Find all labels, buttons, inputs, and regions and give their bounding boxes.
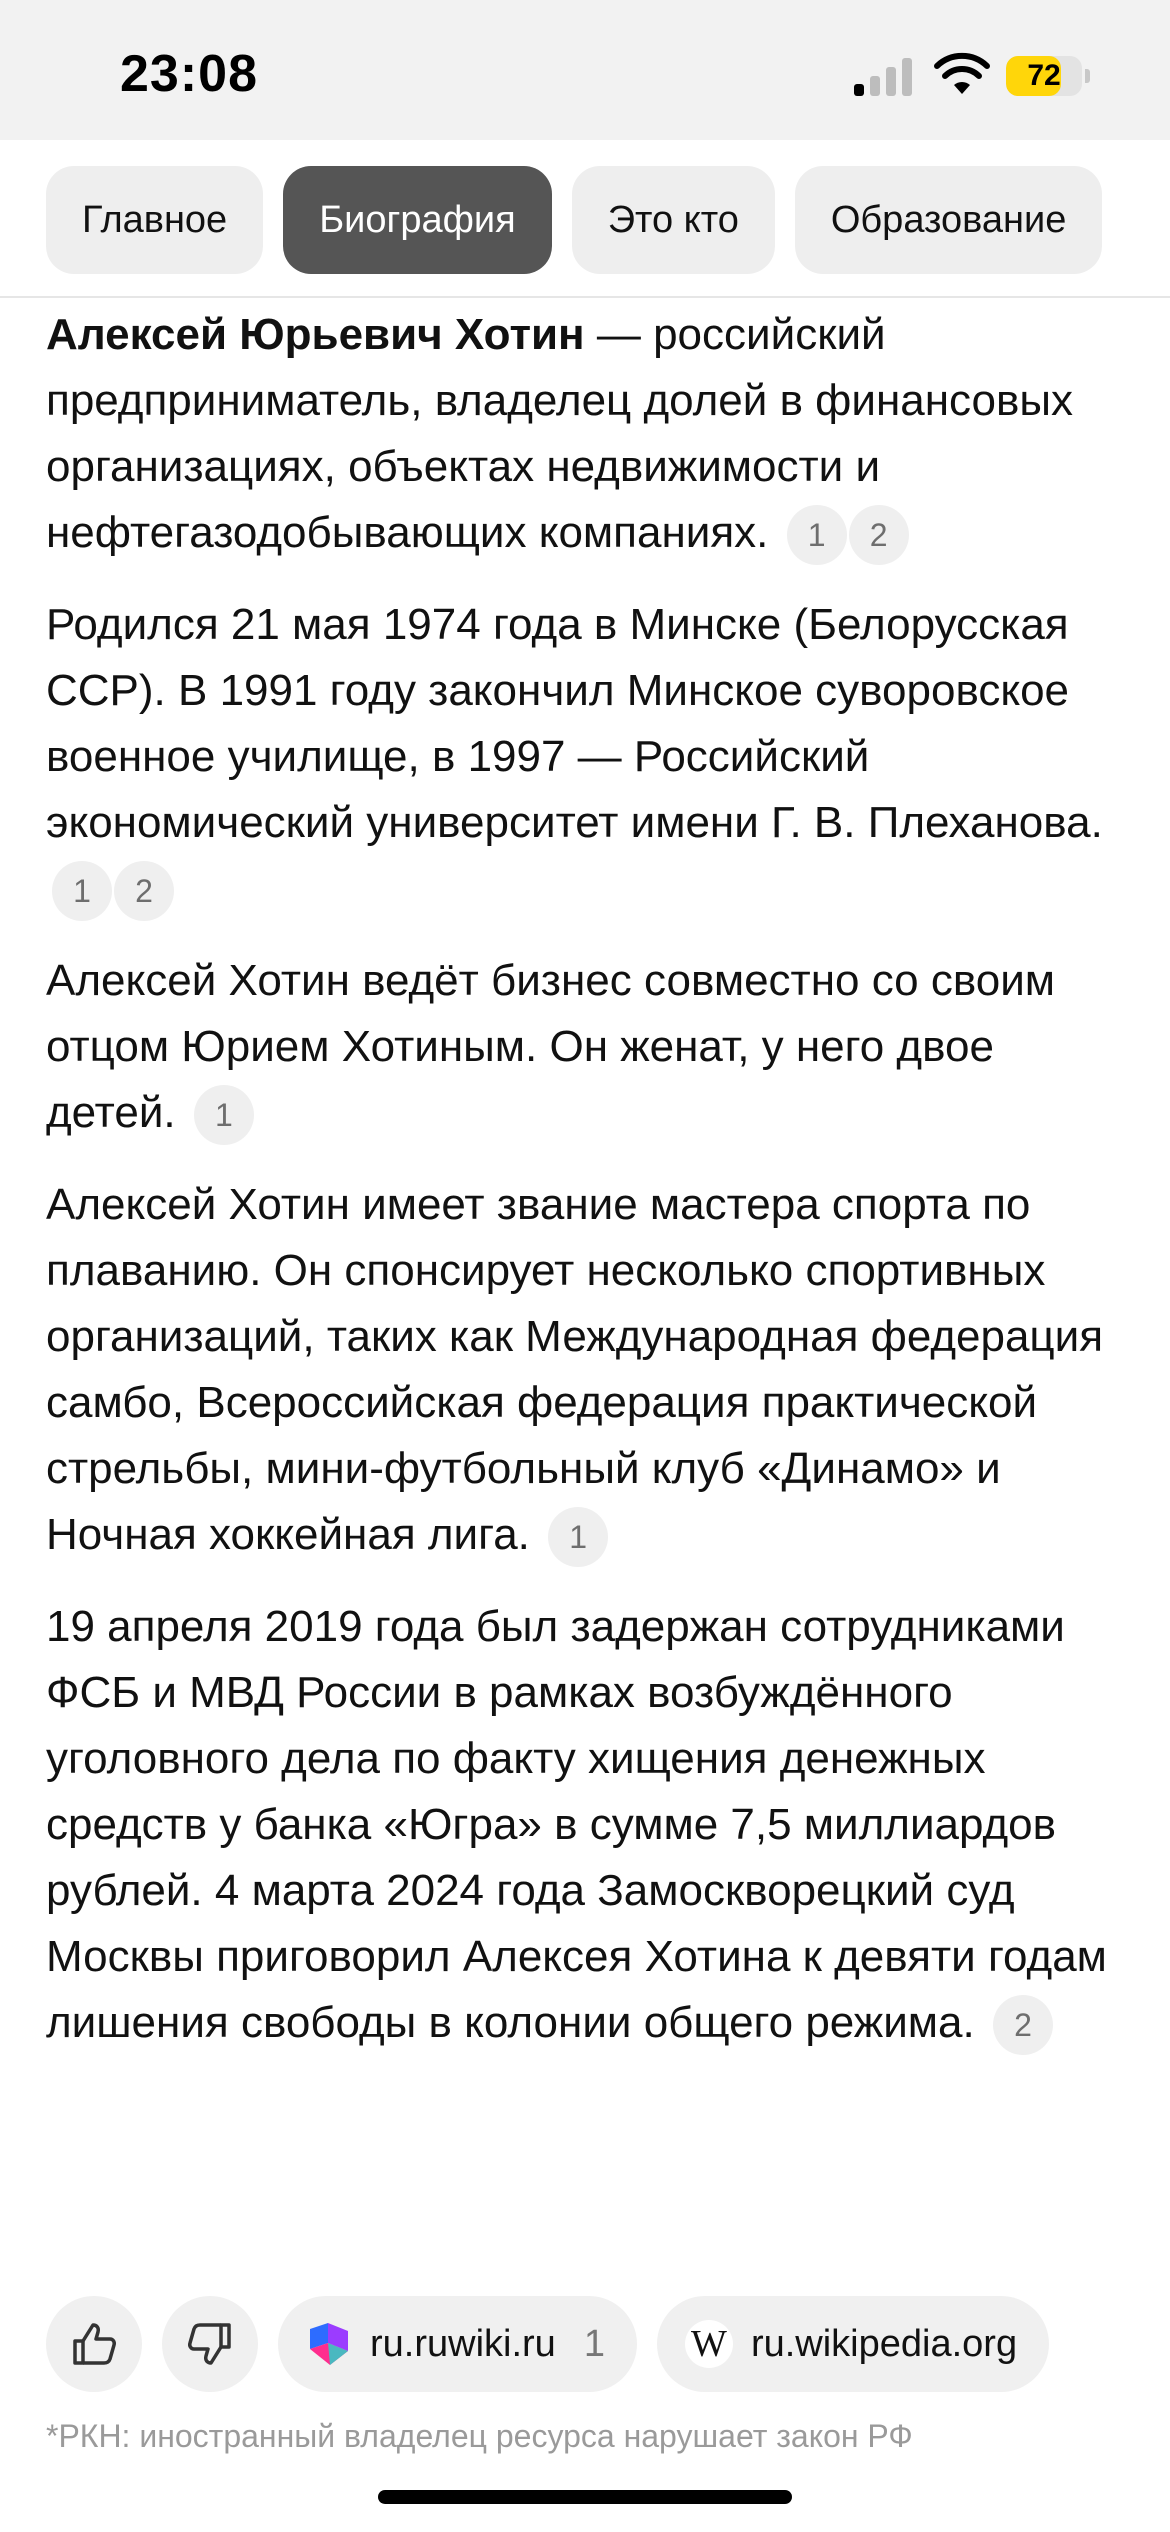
ruwiki-logo-icon — [306, 2321, 352, 2367]
tab-list — [46, 166, 1102, 274]
paragraph-family — [46, 948, 1126, 1146]
source-chip-ruwiki[interactable] — [278, 2296, 637, 2392]
paragraph-text: 19 апреля 2019 года был задержан сотрудниками ФСБ и МВД России в рамках возбуждённого уголовного дела по факту хищения денежных средств у банка «Югра» в сумме 7,5 миллиардов рублей. 4 марта 2024 года Замоскворецкий суд Москвы приговорил Алексея Хотина к девяти годам лишения свободы в колонии общего режима. — [46, 1602, 1107, 2047]
rkn-disclaimer: *РКН: иностранный владелец ресурса нарушает закон РФ — [46, 2418, 913, 2454]
paragraph-text: Родился 21 мая 1974 года в Минске (Белорусская ССР). В 1991 году закончил Минское суворовское военное училище, в 1997 — Российский экономический университет имени Г. В. Плеханова. — [46, 600, 1103, 847]
paragraph-intro — [46, 302, 1126, 566]
wikipedia-w-icon: W — [685, 2320, 733, 2368]
citation-badge[interactable]: 1 — [52, 861, 112, 921]
dislike-button[interactable] — [162, 2296, 258, 2392]
clock: 23:08 — [120, 45, 258, 103]
paragraph-sport — [46, 1172, 1126, 1568]
source-domain: ru.wikipedia.org — [750, 2322, 1018, 2365]
citation-badge[interactable]: 2 — [114, 861, 174, 921]
tabs-bar — [0, 140, 1170, 298]
like-button[interactable] — [46, 2296, 142, 2392]
paragraph-text: Алексей Хотин ведёт бизнес совместно со своим отцом Юрием Хотиным. Он женат, у него двое детей. — [46, 956, 1056, 1137]
signal-icon — [852, 56, 916, 96]
citation-badge[interactable]: 1 — [194, 1085, 254, 1145]
citation-badge[interactable]: 2 — [849, 505, 909, 565]
source-chip-wikipedia[interactable] — [657, 2296, 1049, 2392]
battery-level: 72 — [1027, 59, 1061, 92]
citation-badge[interactable]: 1 — [548, 1507, 608, 1567]
battery-icon — [1006, 56, 1090, 96]
status-bar — [0, 0, 1170, 140]
answer-content — [46, 302, 1126, 2082]
citation-badge[interactable]: 2 — [993, 1995, 1053, 2055]
paragraph-arrest — [46, 1594, 1126, 2056]
paragraph-birth — [46, 592, 1126, 922]
source-domain: ru.ruwiki.ru — [370, 2322, 556, 2365]
wifi-icon — [934, 52, 990, 96]
home-indicator[interactable] — [378, 2490, 792, 2504]
tab-who-is[interactable]: Это кто — [572, 166, 775, 274]
source-count: 1 — [583, 2322, 605, 2365]
feedback-and-sources — [46, 2296, 1170, 2392]
battery-body — [1006, 56, 1082, 96]
paragraph-text: Алексей Хотин имеет звание мастера спорта по плаванию. Он спонсирует несколько спортивных организаций, таких как Международная федерация самбо, Всероссийская федерация практической стрельбы, мини-футбольный клуб «Динамо» и Ночная хоккейная лига. — [46, 1180, 1104, 1559]
paragraph-text: — российский предприниматель, владелец долей в финансовых организациях, объектах недвижимости и нефтегазодобывающих компаниях. — [46, 310, 1073, 557]
tab-main[interactable]: Главное — [46, 166, 263, 274]
person-name: Алексей Юрьевич Хотин — [46, 310, 585, 359]
thumbs-down-icon — [185, 2319, 235, 2369]
tab-education[interactable]: Образование — [795, 166, 1103, 274]
citation-badge[interactable]: 1 — [787, 505, 847, 565]
tab-biography[interactable]: Биография — [283, 166, 552, 274]
thumbs-up-icon — [69, 2319, 119, 2369]
battery-cap — [1085, 69, 1090, 83]
